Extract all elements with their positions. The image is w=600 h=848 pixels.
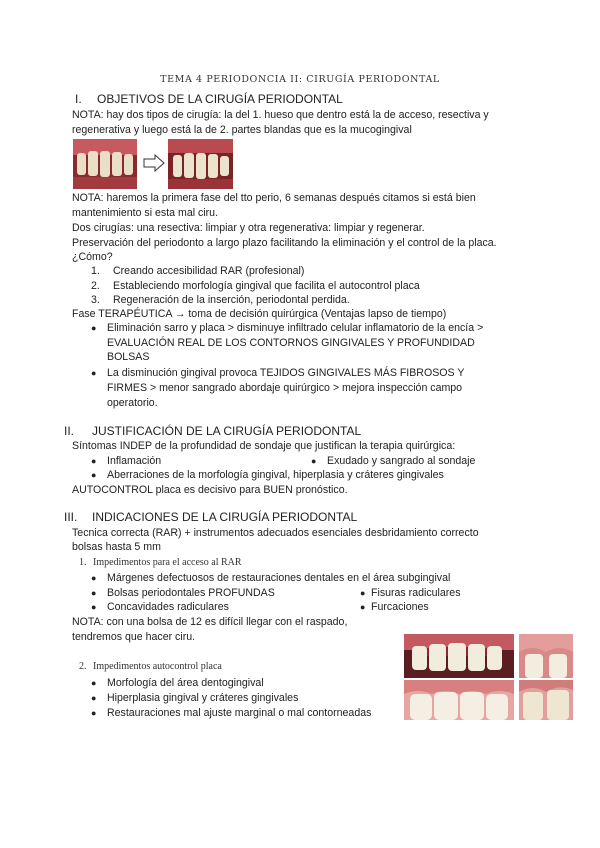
bullet-item: ● Exudado y sangrado al sondaje bbox=[311, 455, 476, 467]
bullet-continuation: BOLSAS bbox=[107, 351, 150, 363]
list-item: 2. Estableciendo morfología gingival que facilita el autocontrol placa bbox=[91, 280, 420, 292]
bullet-continuation: EVALUACIÓN REAL DE LOS CONTORNOS GINGIVALES Y PROFUNDIDAD bbox=[107, 337, 475, 349]
list-item: 3. Regeneración de la inserción, periodontal perdida. bbox=[91, 294, 350, 306]
hyperplasia-photo bbox=[404, 680, 514, 720]
s1-note-1b: regenerativa y luego está la de 2. partes blandas que es la mucogingival bbox=[72, 124, 412, 136]
section-2-heading bbox=[64, 424, 361, 438]
section-1-title: OBJETIVOS DE LA CIRUGÍA PERIODONTAL bbox=[97, 92, 343, 106]
section-2-number: II. bbox=[64, 424, 75, 438]
s2-autocontrol: AUTOCONTROL placa es decisivo para BUEN pronóstico. bbox=[72, 484, 348, 496]
s1-therapeutic-phase: Fase TERAPÉUTICA → toma de decisión quirúrgica (Ventajas lapso de tiempo) bbox=[72, 308, 447, 320]
surgery-photo-before bbox=[73, 139, 137, 189]
bullet-item: ● Eliminación sarro y placa > disminuye infiltrado celular inflamatorio de la encía > bbox=[91, 322, 484, 334]
bullet-item: ● Fisuras radiculares bbox=[360, 587, 461, 599]
bullet-item: ● Furcaciones bbox=[360, 601, 429, 613]
page-title: TEMA 4 PERIODONCIA II: CIRUGÍA PERIODONTAL bbox=[160, 74, 440, 85]
crowns-photo bbox=[404, 634, 514, 678]
s1-note-2a: NOTA: haremos la primera fase del tto perio, 6 semanas después citamos si está bien bbox=[72, 192, 476, 204]
section-3-heading bbox=[64, 510, 357, 524]
s1-preservation: Preservación del periodonto a largo plazo facilitando la eliminación y el control de la placa. bbox=[72, 237, 497, 249]
bullet-item: ● Inflamación bbox=[91, 455, 162, 467]
s3-note-b: tendremos que hacer ciru. bbox=[72, 631, 196, 643]
section-1-heading bbox=[75, 92, 343, 106]
bullet-item: ● Márgenes defectuosos de restauraciones dentales en el área subgingival bbox=[91, 572, 451, 584]
s3-technique-a: Tecnica correcta (RAR) + instrumentos adecuados esenciales desbridamiento correcto bbox=[72, 527, 479, 539]
s1-how: ¿Cómo? bbox=[72, 251, 113, 263]
section-1-number: I. bbox=[75, 92, 82, 106]
gingival-recession-photo bbox=[519, 634, 573, 678]
bullet-item: ● Morfología del área dentogingival bbox=[91, 677, 264, 689]
s3-note-a: NOTA: con una bolsa de 12 es difícil llegar con el raspado, bbox=[72, 616, 348, 628]
bullet-item: ● Restauraciones mal ajuste marginal o mal contorneadas bbox=[91, 707, 372, 719]
s3-technique-b: bolsas hasta 5 mm bbox=[72, 541, 161, 553]
bullet-item: ● Bolsas periodontales PROFUNDAS bbox=[91, 587, 275, 599]
bullet-continuation: operatorio. bbox=[107, 397, 158, 409]
section-2-title: JUSTIFICACIÓN DE LA CIRUGÍA PERIODONTAL bbox=[92, 424, 362, 438]
bullet-item: ● La disminución gingival provoca TEJIDOS GINGIVALES MÁS FIBROSOS Y bbox=[91, 367, 465, 379]
bullet-continuation: FIRMES > menor sangrado abordaje quirúrgico > mejora inspección campo bbox=[107, 382, 463, 394]
section-3-number: III. bbox=[64, 510, 78, 524]
arrow-right-icon bbox=[143, 154, 165, 175]
s2-symptoms: Síntomas INDEP de la profundidad de sondaje que justifican la terapia quirúrgica: bbox=[72, 440, 456, 452]
s1-note-1a: NOTA: hay dos tipos de cirugía: la del 1. hueso que dentro está la de acceso, resectiva y bbox=[72, 109, 489, 121]
bullet-item: ● Concavidades radiculares bbox=[91, 601, 229, 613]
surgery-photo-after bbox=[168, 139, 233, 189]
bullet-item: ● Aberraciones de la morfología gingival, hiperplasia y cráteres gingivales bbox=[91, 469, 444, 481]
s3-subheading-1: 1. Impedimentos para el acceso al RAR bbox=[79, 557, 242, 568]
section-3-title: INDICACIONES DE LA CIRUGÍA PERIODONTAL bbox=[92, 510, 358, 524]
s3-subheading-2: 2. Impedimentos autocontrol placa bbox=[79, 661, 222, 672]
s1-note-2b: mantenimiento si esta mal ciru. bbox=[72, 207, 219, 219]
s1-two-surgeries: Dos cirugías: una resectiva: limpiar y otra regenerativa: limpiar y regenerar. bbox=[72, 222, 425, 234]
recession-closeup-photo bbox=[519, 680, 573, 720]
list-item: 1. Creando accesibilidad RAR (profesional) bbox=[91, 265, 305, 277]
bullet-item: ● Hiperplasia gingival y cráteres gingivales bbox=[91, 692, 299, 704]
